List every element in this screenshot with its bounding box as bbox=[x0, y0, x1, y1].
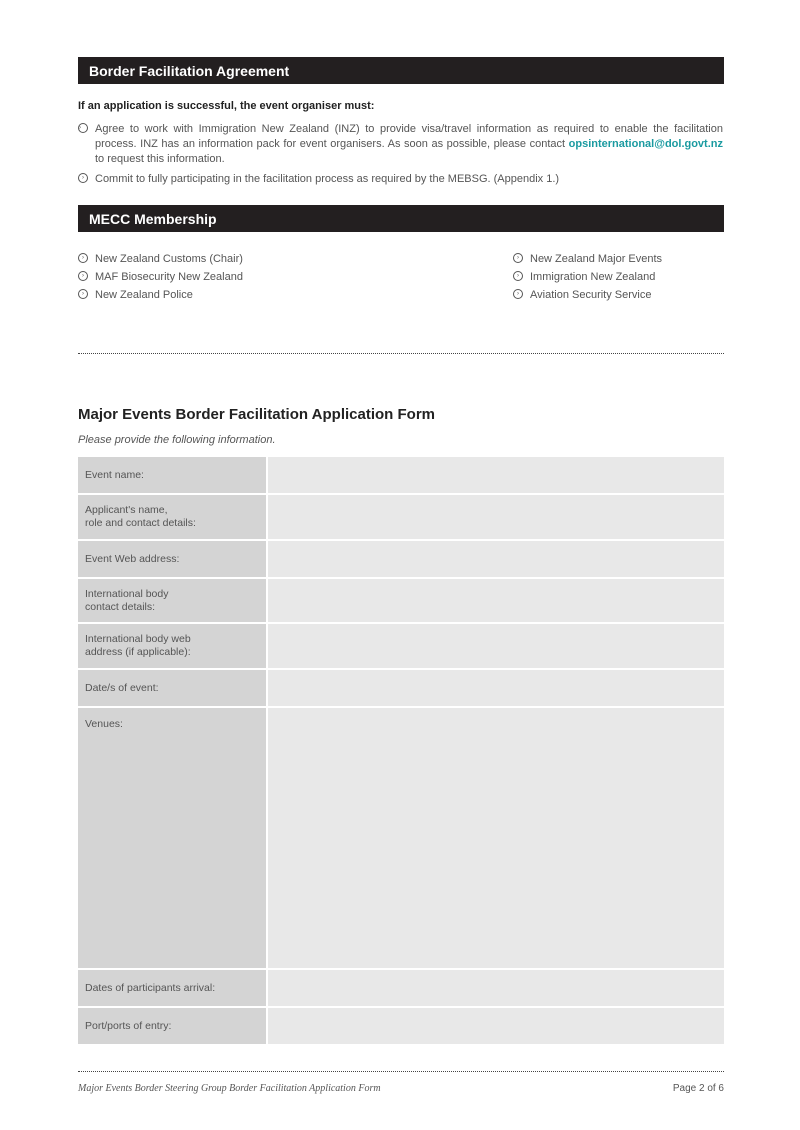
form-row bbox=[78, 670, 724, 706]
form-row bbox=[78, 457, 724, 493]
form-subtitle: Please provide the following information. bbox=[78, 434, 276, 446]
form-row bbox=[78, 579, 724, 622]
arrow-circle-icon: › bbox=[513, 253, 523, 263]
mecc-member: › New Zealand Major Events bbox=[530, 252, 662, 267]
form-row bbox=[78, 541, 724, 577]
footer-divider bbox=[78, 1071, 724, 1072]
field-label: Event name: bbox=[78, 457, 266, 493]
field-label: International body contact details: bbox=[78, 579, 266, 622]
section-header-border-facilitation: Border Facilitation Agreement bbox=[78, 57, 724, 84]
field-label: Venues: bbox=[78, 708, 266, 968]
mecc-member: › Immigration New Zealand bbox=[530, 270, 655, 285]
form-row bbox=[78, 624, 724, 668]
field-input[interactable] bbox=[268, 579, 724, 622]
arrow-circle-icon: › bbox=[513, 271, 523, 281]
form-row bbox=[78, 495, 724, 539]
form-row bbox=[78, 708, 724, 968]
field-label: Applicant's name, role and contact details: bbox=[78, 495, 266, 539]
arrow-circle-icon: › bbox=[78, 253, 88, 263]
field-label: Event Web address: bbox=[78, 541, 266, 577]
field-input[interactable] bbox=[268, 495, 724, 539]
mecc-member: › Aviation Security Service bbox=[530, 288, 651, 303]
mecc-member: › New Zealand Customs (Chair) bbox=[95, 252, 243, 267]
bullet-item: › Commit to fully participating in the facilitation process as required by the MEBSG. (Appendix 1.) bbox=[95, 172, 559, 187]
field-input[interactable] bbox=[268, 670, 724, 706]
field-input[interactable] bbox=[268, 1008, 724, 1044]
field-input[interactable] bbox=[268, 541, 724, 577]
field-label: Date/s of event: bbox=[78, 670, 266, 706]
field-label: International body web address (if applicable): bbox=[78, 624, 266, 668]
form-row bbox=[78, 1008, 724, 1044]
mecc-member: › New Zealand Police bbox=[95, 288, 193, 303]
field-input[interactable] bbox=[268, 970, 724, 1006]
section-header-mecc: MECC Membership bbox=[78, 205, 724, 232]
mecc-member: › MAF Biosecurity New Zealand bbox=[95, 270, 243, 285]
field-input[interactable] bbox=[268, 708, 724, 968]
arrow-circle-icon: › bbox=[78, 289, 88, 299]
divider bbox=[78, 353, 724, 354]
arrow-circle-icon: › bbox=[78, 123, 88, 133]
field-input[interactable] bbox=[268, 457, 724, 493]
field-label: Port/ports of entry: bbox=[78, 1008, 266, 1044]
footer-title: Major Events Border Steering Group Border Facilitation Application Form bbox=[78, 1083, 381, 1094]
arrow-circle-icon: › bbox=[78, 271, 88, 281]
arrow-circle-icon: › bbox=[513, 289, 523, 299]
form-title: Major Events Border Facilitation Application Form bbox=[78, 406, 435, 423]
field-label: Dates of participants arrival: bbox=[78, 970, 266, 1006]
page-number: Page 2 of 6 bbox=[672, 1083, 724, 1094]
arrow-circle-icon: › bbox=[78, 173, 88, 183]
form-row bbox=[78, 970, 724, 1006]
bullet-item: › Agree to work with Immigration New Zealand (INZ) to provide visa/travel information as required to enable the facilitation process. INZ has an information pack for event organisers. As soon as possible, please contact opsinternational@dol.govt.nz to request this information. bbox=[79, 123, 723, 165]
email-link[interactable]: opsinternational@dol.govt.nz bbox=[568, 138, 723, 150]
intro-text: If an application is successful, the event organiser must: bbox=[78, 100, 375, 112]
field-input[interactable] bbox=[268, 624, 724, 668]
